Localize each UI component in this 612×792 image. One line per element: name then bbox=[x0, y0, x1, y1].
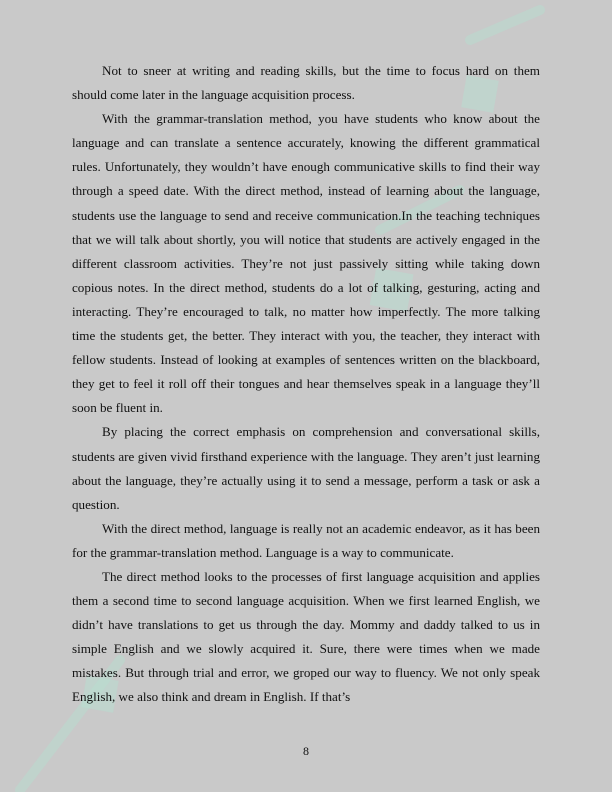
watermark-mark: ◆ bbox=[342, 235, 434, 334]
paragraph: With the direct method, language is really not an academic endeavor, as it has been for the grammar-translation method. Language is a way to communicate. bbox=[72, 520, 540, 560]
watermark-mark: ◆ bbox=[58, 648, 137, 733]
page-number: 8 bbox=[303, 744, 309, 758]
paragraph: Not to sneer at writing and reading skills, but the time to focus hard on them should come later in the language acquisition process. bbox=[72, 63, 540, 103]
paragraph: With the grammar-translation method, you have students who know about the language and can translate a sentence accurately, knowing the different grammatical rules. Unfortunately, they wouldn’t have enough communicative skills to find their way through a speed date. With the direct method, instead of learning about the language, students use the language to send and receive communication.In the teaching techniques that we will talk about shortly, you will notice that students are actively engaged in the different classroom activities. They’re not just passively sitting while taking down copious notes. In the direct method, students do a lot of talking, gesturing, acting and interacting. They’re encouraged to talk, no matter how imperfectly. The more talking time the students get, the better. They interact with you, the teacher, they interact with fellow students. Instead of looking at examples of sentences written on the blackboard, they get to feel it roll off their tongues and hear themselves speak in a language they’ll soon be fluent in. bbox=[72, 111, 540, 416]
watermark-mark: ◆ bbox=[438, 48, 517, 133]
body-text bbox=[72, 59, 540, 710]
watermark-stroke bbox=[470, 10, 540, 40]
paragraph: By placing the correct emphasis on comprehension and conversational skills, students are given vivid firsthand experience with the language. They aren’t just learning about the language, they’re actually using it to send a message, perform a task or ask a question. bbox=[72, 424, 540, 512]
paragraph: The direct method looks to the processes of first language acquisition and applies them a second time to second language acquisition. When we first learned English, we didn’t have translations to get us through the day. Mommy and daddy talked to us in simple English and we slowly acquired it. Sure, there were times when we made mistakes. But through trial and error, we groped our way to fluency. We not only speak English, we also think and dream in English. If that’s bbox=[72, 568, 540, 705]
